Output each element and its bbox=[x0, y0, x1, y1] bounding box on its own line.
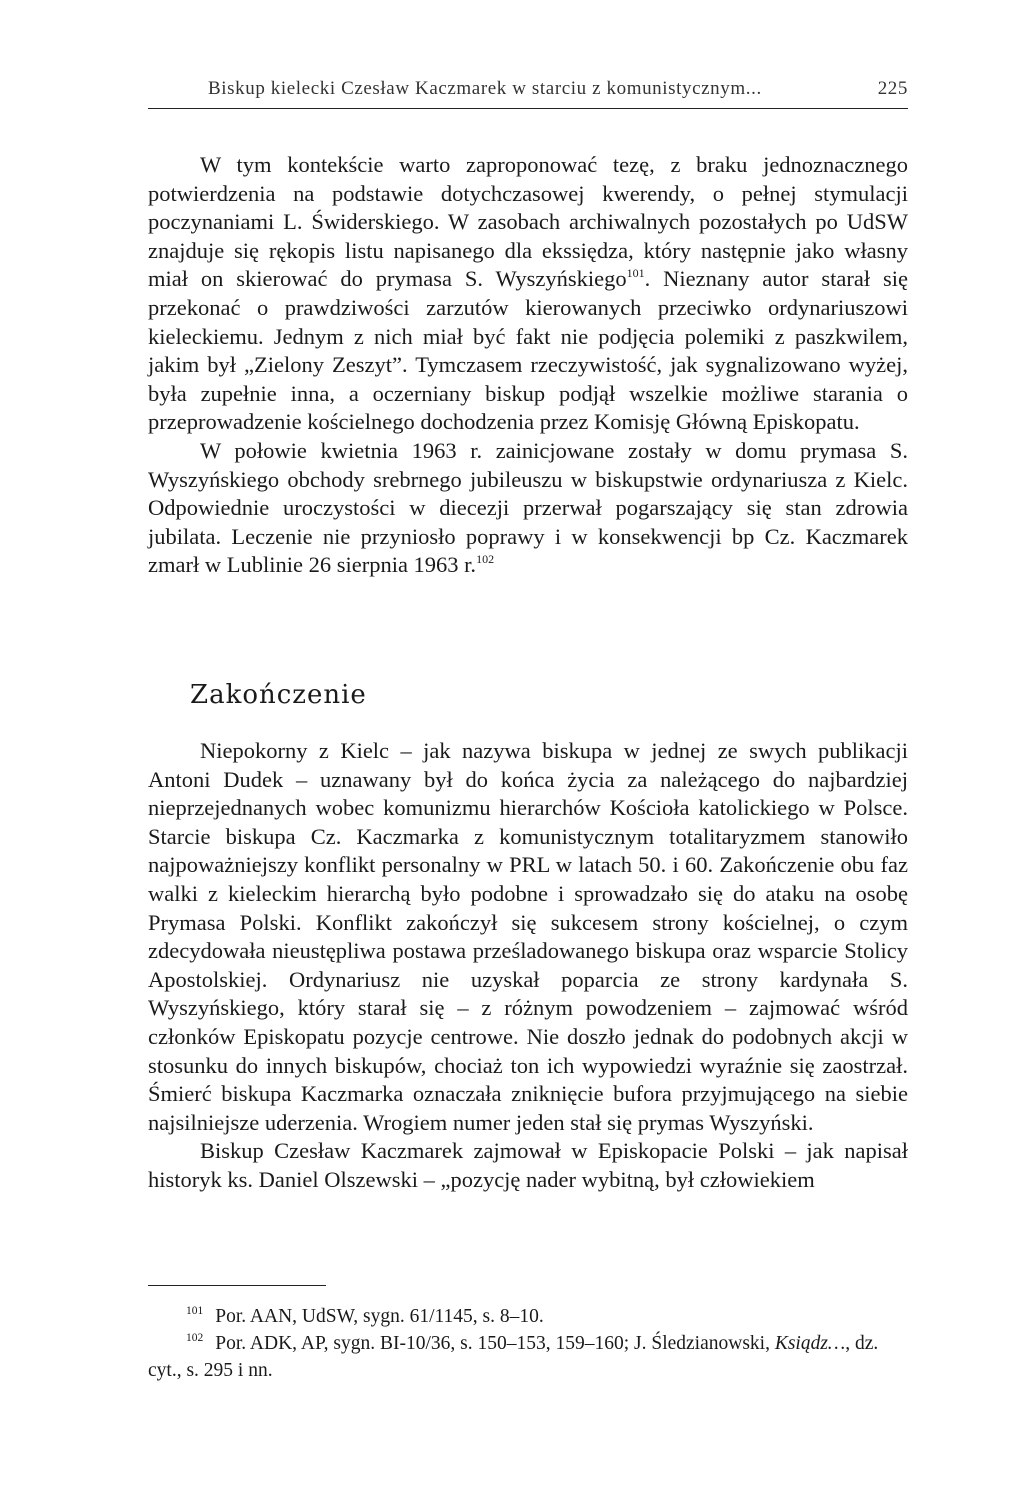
footnote-text-b: , dz. cyt., s. 295 i nn. bbox=[148, 1333, 879, 1381]
footnote-101 bbox=[148, 1303, 908, 1330]
paragraph-1-text-b: . Nieznany autor starał się przekonać o prawdziwości zarzutów kierowanych przeciwko ordynariuszowi kieleckiemu. Jednym z nich miał być fakt nie podjęcia polemiki z paszkwilem, jakim był „Zielony Zeszyt”. Tymczasem rzeczywistość, jak sygnalizowano wyżej, była zupełnie inna, a oczerniany biskup podjął wszelkie możliwe starania o przeprowadzenie kościelnego dochodzenia przez Komisję Główną Episkopatu. bbox=[148, 266, 908, 435]
footnote-ref-101[interactable]: 101 bbox=[626, 266, 645, 281]
section-heading: Zakończenie bbox=[190, 680, 367, 710]
paragraph-2-text: W połowie kwietnia 1963 r. zainicjowane zostały w domu prymasa S. Wyszyńskiego obchody srebrnego jubileuszu w biskupstwie ordynariusza z Kielc. Odpowiednie uroczystości w diecezji przerwał pogarszający się stan zdrowia jubilata. Leczenie nie przyniosło poprawy i w konsekwencji bp Cz. Kaczmarek zmarł w Lublinie 26 sierpnia 1963 r. bbox=[148, 437, 908, 578]
paragraph-2 bbox=[148, 437, 908, 580]
body-section-2 bbox=[148, 737, 908, 1195]
footnote-title-italic: Ksiądz… bbox=[774, 1333, 846, 1354]
paragraph-1-text-a: W tym kontekście warto zaproponować tezę, z braku jednoznacznego potwierdzenia na podstawie dotychczasowej kwerendy, o pełnej stymulacji poczynaniami L. Świderskiego. W zasobach archiwalnych pozostałych po UdSW znajduje się rękopis listu napisanego dla ekssiędza, który następnie jako własny miał on skierować do prymasa S. Wyszyńskiego bbox=[148, 152, 908, 292]
running-title: Biskup kielecki Czesław Kaczmarek w starciu z komunistycznym... bbox=[208, 78, 762, 99]
paragraph-1 bbox=[148, 151, 908, 437]
footnotes bbox=[148, 1303, 908, 1384]
footnote-number: 101 bbox=[186, 1305, 204, 1317]
footnote-divider bbox=[148, 1285, 326, 1286]
footnote-102 bbox=[148, 1330, 908, 1384]
page-number: 225 bbox=[877, 78, 908, 99]
running-header bbox=[148, 74, 908, 109]
footnote-number: 102 bbox=[186, 1332, 204, 1344]
body-section-1 bbox=[148, 151, 908, 580]
paragraph-3: Niepokorny z Kielc – jak nazywa biskupa w jednej ze swych publikacji Antoni Dudek – uznawany był do końca życia za należącego do najbardziej nieprzejednanych wobec komunizmu hierarchów Kościoła katolickiego w Polsce. Starcie biskupa Cz. Kaczmarka z komunistycznym totalitaryzmem stanowiło najpoważniejszy konflikt personalny w PRL w latach 50. i 60. Zakończenie obu faz walki z kieleckim hierarchą było podobne i sprowadzało się do ataku na osobę Prymasa Polski. Konflikt zakończył się sukcesem strony kościelnej, o czym zdecydowała nieustępliwa postawa prześladowanego biskupa oraz wsparcie Stolicy Apostolskiej. Ordynariusz nie uzyskał poparcia ze strony kardynała S. Wyszyńskiego, który starał się – z różnym powodzeniem – zajmować wśród członków Episkopatu pozycje centrowe. Nie doszło jednak do podobnych akcji w stosunku do innych biskupów, chociaż ton ich wypowiedzi wyraźnie się zaostrzał. Śmierć biskupa Kaczmarka oznaczała zniknięcie bufora przyjmującego na siebie najsilniejsze uderzenia. Wrogiem numer jeden stał się prymas Wyszyński. bbox=[148, 738, 908, 1135]
footnote-text: Por. AAN, UdSW, sygn. 61/1145, s. 8–10. bbox=[215, 1306, 544, 1327]
footnote-text-a: Por. ADK, AP, sygn. BI-10/36, s. 150–153, 159–160; J. Śledzianowski, bbox=[215, 1333, 775, 1354]
paragraph-4: Biskup Czesław Kaczmarek zajmował w Episkopacie Polski – jak napisał historyk ks. Daniel Olszewski – „pozycję nader wybitną, był człowiekiem bbox=[148, 1138, 908, 1192]
footnote-ref-102[interactable]: 102 bbox=[476, 552, 495, 567]
